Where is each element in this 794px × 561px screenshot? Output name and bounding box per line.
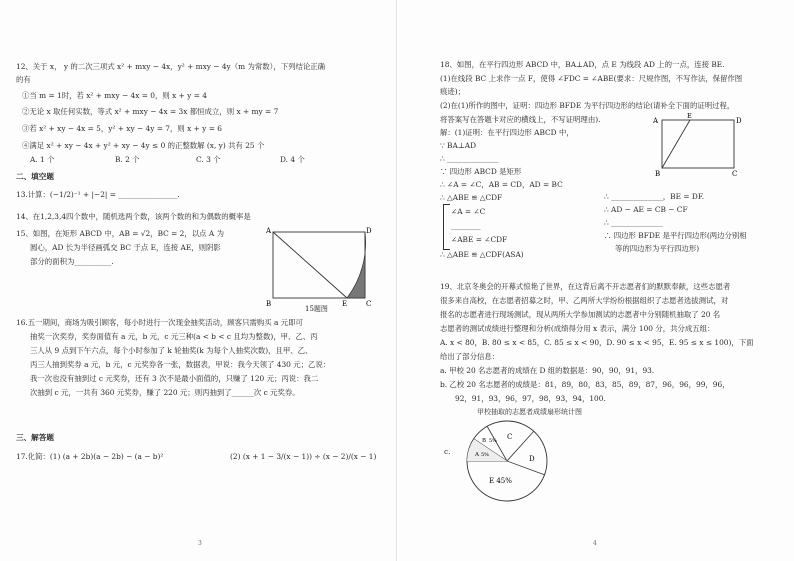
q17-part2: (2) (x + 1 − 3/(x − 1)) ÷ (x − 2)/(x − 1) [230, 452, 377, 461]
q18-brace-line3: ∠ABE = ∠CDF [451, 235, 508, 244]
page-number-right: 4 [593, 540, 597, 547]
pie-pct-a: 5% [481, 452, 489, 458]
q18-line3: 痕迹)； [440, 87, 466, 96]
fig15-label-a: A [266, 227, 272, 235]
q12-statement2: ②无论 x 取任何实数，等式 x² + mxy − 4x = 3x 都恒成立，则 x + my = 7 [22, 107, 279, 116]
q12-option-b: B. 2 个 [115, 155, 140, 164]
pie-c-mark: c. [444, 447, 451, 456]
fig18-label-b: B [655, 170, 661, 178]
q18-line7: ∵ BA⊥AD [440, 141, 477, 150]
q15-line3: 部分的面积为__________. [30, 257, 114, 266]
q15-line1: 15、如图，在矩形 ABCD 中，AB = √2，BC = 2，以点 A 为 [16, 229, 224, 238]
q19-info-a: a. 甲校 20 名志愿者的成绩在 D 组的数据是：90，90，91，93. [440, 366, 655, 375]
fig15-label-d: D [366, 227, 372, 235]
shaded-region [347, 232, 366, 298]
page-number-left: 3 [198, 540, 202, 547]
q19-line4: 志愿者的测试成绩进行整理和分析(成绩得分用 x 表示，满分 100 分，共分成五组： [440, 324, 715, 333]
q18-brace-line1: ∠A = ∠C [451, 207, 486, 216]
fig18-label-d: D [736, 117, 742, 125]
q16-line1: 16.五一期间，商场为吸引顾客，每小时进行一次现金抽奖活动，顾客只需购买 a 元即可 [16, 318, 303, 327]
pie-label-c: C [507, 433, 513, 441]
q12-statement1: ①当 m = 1时，若 x² + mxy − 4x = 0，则 x + y = 4 [22, 91, 207, 100]
pie-pct-b: 5% [489, 438, 497, 444]
q19-line5: A. x < 80，B. 80 ≤ x < 85，C. 85 ≤ x < 90，D. 90 ≤ x < 95，E. 95 ≤ x ≤ 100)，下面 [440, 338, 754, 347]
q18-brace-line2: ________ [451, 221, 481, 230]
fig18-label-e: E [687, 112, 692, 120]
pie-chart [459, 415, 559, 505]
q18-line9: ∵ 四边形 ABCD 是矩形 [440, 167, 522, 176]
q13: 13.计算：(−1/2)⁻¹ + |−2| = ________________. [16, 190, 180, 199]
fig15-label-b: B [266, 300, 272, 308]
q16-line6: 次抽到 c 元，一共有 360 元奖券，赚了 220 元；则丙抽到了______次 c 元奖券。 [30, 388, 300, 397]
q18-right-line5: 等的四边形为平行四边形) [615, 244, 700, 253]
q18-line12: ∴ △ABE ≌ △CDF(ASA) [440, 250, 524, 259]
pie-label-b: B [482, 438, 487, 444]
q18-line6: 解：(1)证明：在平行四边形 ABCD 中， [440, 128, 574, 137]
q18-brace [443, 204, 450, 250]
right-page [397, 0, 794, 561]
q12-statement3: ③若 x² + xy − 4x = 5，y² + xy − 4y = 7，则 x + y = 6 [22, 124, 222, 133]
q12-statement4: ④满足 x² + xy − 4x + y² + xy − 4y ≤ 0 的正整数解 (x, y) 共有 25 个 [22, 141, 265, 150]
q18-line1: 18、如图，在平行四边形 ABCD 中，BA⊥AD，点 E 为线段 AD 上的一点，连接 BE. [440, 60, 725, 69]
q19-line6: 给出了部分信息： [440, 352, 500, 361]
q18-right-line3: ∴ ______________ [604, 218, 663, 227]
q18-line5: 将答案写在答题卡对应的横线上，不写证明理由). [440, 115, 601, 124]
fig15-label-e: E [342, 300, 348, 308]
pie-label-e: E 45% [489, 477, 512, 485]
q18-right-line2: ∴ AD − AE = CB − CF [604, 205, 688, 214]
fig18-label-c: C [732, 170, 738, 178]
q17-part1: 17.化简：(1) (a + 2b)(a − 2b) − (a − b)² [16, 452, 164, 461]
q19-line1: 19、北京冬奥会的开幕式惊艳了世界，在这背后离不开志愿者们的默默奉献，这些志愿者 [440, 282, 731, 291]
q18-line4: (2)在(1)所作的图中，证明：四边形 BFDE 为平行四边形的结论(请补全下面的证明过程， [440, 101, 735, 110]
q16-line5: 我一次也没有抽到过 c 元奖券，还有 3 次不是最小面值的，只赚了 120 元；丙说：我二 [30, 374, 319, 383]
q18-line8: ∴ ______________ [440, 154, 499, 163]
q18-line2: (1)在线段 BC 上求作一点 F，使得 ∠FDC = ∠ABE(要求：尺规作图，不写作法，保留作图 [440, 74, 743, 83]
q15-line2: 圆心，AD 长为半径画弧交 BC 于点 E，连接 AE，则阴影 [30, 243, 221, 252]
fig18-label-a: A [653, 117, 659, 125]
q14: 14、在1,2,3,4四个数中，随机选两个数，该两个数的和为偶数的概率是 [16, 212, 251, 221]
q12-option-c: C. 3 个 [196, 155, 221, 164]
pie-label-d: D [529, 455, 535, 463]
fig15-label-c: C [366, 300, 372, 308]
q18-right-line1: ∴ ______________，BE = DF. [604, 192, 705, 201]
figure-18-parallelogram [652, 112, 747, 180]
q19-line2: 很多来自高校，在志愿者招募之时，甲、乙两所大学纷纷根据组织了志愿者选拔测试，对 [440, 296, 729, 305]
pie-label-a: A [475, 452, 479, 458]
q16-line4: 丙三人抽到奖券 a 元，b 元，c 元奖券各一张，数据表，甲说：我今天领了 430 元；乙说： [30, 360, 331, 369]
q18-line10: ∴ ∠A = ∠C，AB = CD，AD = BC [440, 180, 563, 189]
section-solve-heading: 三、解答题 [16, 433, 54, 442]
q19-info-b: b. 乙校 20 名志愿者的成绩是：81，89，80，83，85，89，87，96，96，99，96， [440, 380, 730, 389]
q16-line3: 三人从 9 点到下午六点，每个小时参加了 k 轮抽奖(k 为每个人抽奖次数)，且甲、乙、 [30, 346, 313, 355]
q19-line3: 报名的志愿者进行现场测试，现从两所大学参加测试的志愿者中分别随机抽取了 20 名 [440, 310, 721, 319]
section-fill-blank-heading: 二、填空题 [16, 172, 54, 181]
q19-info-b-cont: 92，91，93，96，97，98，93，94，100. [455, 394, 606, 403]
q18-line11: ∴ △ABE ≌ △CDF [440, 193, 503, 202]
q16-line2: 抽奖一次奖券，奖券面值有 a 元，b 元，c 元三种(a < b < c 且均为整数)，甲、乙、丙 [30, 332, 318, 341]
q12-option-d: D. 4 个 [280, 155, 305, 164]
q18-right-line4: ∴ 四边形 BFDE 是平行四边形(两边分别相 [604, 231, 747, 240]
figure-15-caption: 15题图 [305, 305, 328, 313]
q12-line2: 的有 [16, 75, 31, 84]
q12-line1: 12、关于 x， y 的二次三项式 x² + mxy − 4x，y² + mxy − 4y（m 为常数），下列结论正确 [16, 62, 326, 71]
pie-chart-title: 甲校抽取的志愿者成绩扇形统计图 [477, 408, 582, 416]
q12-option-a: A. 1 个 [30, 155, 55, 164]
